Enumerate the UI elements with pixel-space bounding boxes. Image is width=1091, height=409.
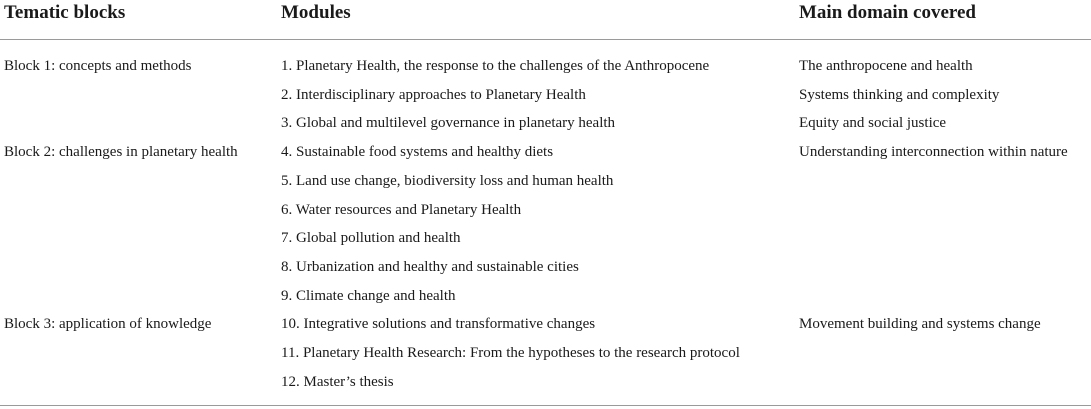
domain-cell: Understanding interconnection within nature bbox=[799, 144, 1068, 161]
module-cell: 8. Urbanization and healthy and sustainable cities bbox=[281, 258, 579, 275]
module-cell: 1. Planetary Health, the response to the challenges of the Anthropocene bbox=[281, 58, 710, 74]
domain-cell: Equity and social justice bbox=[799, 115, 947, 132]
module-cell: 6. Water resources and Planetary Health bbox=[281, 201, 522, 218]
table-bottom-rule bbox=[0, 405, 1091, 406]
module-cell: 10. Integrative solutions and transformative changes bbox=[281, 316, 596, 333]
header-modules: Modules bbox=[281, 2, 351, 23]
module-cell: 9. Climate change and health bbox=[281, 287, 456, 304]
header-main-domain: Main domain covered bbox=[799, 2, 976, 23]
module-cell: 5. Land use change, biodiversity loss and human health bbox=[281, 172, 614, 189]
block-cell: Block 2: challenges in planetary health bbox=[4, 144, 238, 161]
module-cell: 3. Global and multilevel governance in planetary health bbox=[281, 115, 616, 132]
module-cell: 11. Planetary Health Research: From the hypotheses to the research protocol bbox=[281, 345, 740, 361]
module-cell: 12. Master’s thesis bbox=[281, 373, 394, 390]
module-cell: 2. Interdisciplinary approaches to Planetary Health bbox=[281, 86, 586, 103]
module-cell: 4. Sustainable food systems and healthy diets bbox=[281, 144, 554, 161]
domain-cell: Systems thinking and complexity bbox=[799, 86, 1000, 103]
header-tematic-blocks: Tematic blocks bbox=[4, 2, 126, 23]
block-cell: Block 3: application of knowledge bbox=[4, 316, 212, 333]
domain-cell: Movement building and systems change bbox=[799, 316, 1041, 333]
module-cell: 7. Global pollution and health bbox=[281, 230, 461, 247]
domain-cell: The anthropocene and health bbox=[799, 58, 973, 74]
header-divider bbox=[0, 39, 1091, 40]
block-cell: Block 1: concepts and methods bbox=[4, 58, 192, 74]
